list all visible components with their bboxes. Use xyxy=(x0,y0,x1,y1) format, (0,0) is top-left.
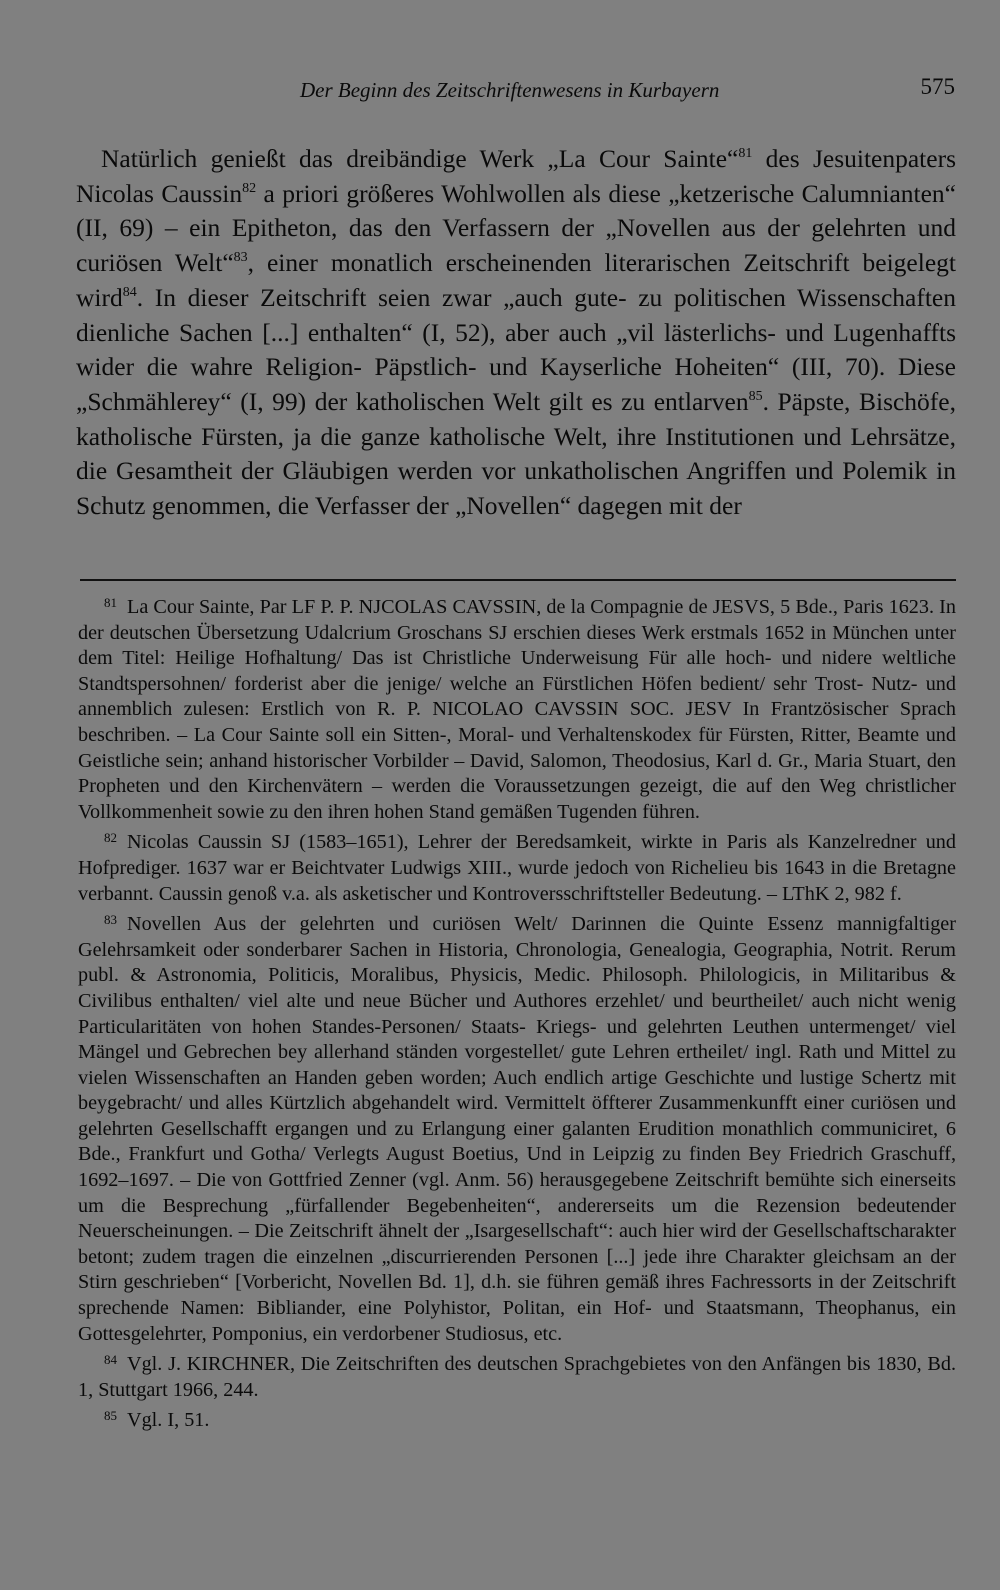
footnote-number: 81 xyxy=(104,595,117,610)
footnote-ref-83: 83 xyxy=(233,250,248,266)
footnote-81 xyxy=(78,590,956,825)
body-segment: . Päpste, Bischöfe, katholische Fürsten, ja die ganze katholische Welt, ihre Institutionen und Lehrsätze, die Gesamtheit der Gläubigen werden vor unkatholischen Angriffen und Polemik in Schutz genommen, die Verfasser der „Novellen“ dagegen mit der xyxy=(76,386,956,521)
page-number: 575 xyxy=(920,74,955,99)
footnote-number: 84 xyxy=(104,1352,117,1368)
footnote-text: Vgl. I, 51. xyxy=(127,1409,210,1432)
footnotes xyxy=(78,590,956,1434)
footnote-text: Vgl. J. KIRCHNER, Die Zeitschriften des deutschen Sprachgebietes von den Anfängen bis 1830, Bd. 1, Stuttgart 1966, 244. xyxy=(78,1353,956,1401)
body-segment: des Jesuitenpaters Nicolas Caussin xyxy=(76,144,956,208)
running-head xyxy=(0,74,1000,108)
footnote-number: 85 xyxy=(104,1408,117,1424)
footnote-number: 83 xyxy=(104,912,117,928)
footnote-number: 82 xyxy=(104,830,117,846)
footnote-text: Novellen Aus der gelehrten und curiösen Welt/ Darinnen die Quinte Essenz mannigfaltiger Gelehrsamkeit oder sonderbarer Sachen in Historia, Chronologia, Genealogia, Geographia, Notrit. Rerum publ. & Astronomia, Politicis, Moralibus, Physicis, Medic. Philosoph. Philologicis, in Militaribus & Civilibus enthalten/ viel alte und neue Bücher und Authores erzehlet/ und beurtheilet/ auch nicht wenig Particularitäten von hohen Standes-Personen/ Staats- Kriegs- und gelehrten Leuthen untermenget/ viel Mängel und Gebrechen bey allerhand ständen vorgestellet/ gute Lehren ertheilet/ ingl. Rath und Mittel zu vielen Wissenschaften an Handen geben worden; Auch endlich artige Geschichte und lustige Schertz mit beygebracht/ und alles Kürtzlich abgehandelt wird. Vermittelt öffterer Zusammenkunfft einer curiösen und gelehrten Gesellschafft ergangen und zu Erlangung einer galanten Erudition monathlich communiciret, 6 Bde., Frankfurt und Gotha/ Verlegts August Boetius, Und in Leipzig zu finden Bey Friedrich Graschuff, 1692–1697. – Die von Gottfried Zenner (vgl. Anm. 56) herausgegebene Zeitschrift bemühte sich einerseits um die Besprechung „fürfallender Begebenheiten“, andererseits um die Rezension bedeutender Neuerscheinungen. – Die Zeitschrift ähnelt der „Isargesellschaft“: auch hier wird der Gesellschaftscharakter betont; zudem tragen die einzelnen „discurrierenden Personen [...] jede ihre Charakter gleichsam an der Stirn geschrieben“ [Vorbericht, Novellen Bd. 1], d.h. sie führen gemäß ihres Fachressorts in der Zeitschrift sprechende Namen: Bibliander, eine Polyhistor, Politan, ein Hof- und Staatsmann, Theophanus, ein Gottesgelehrter, Pomponius, ein verdorbener Studiosus, etc. xyxy=(78,913,956,1345)
footnote-text: La Cour Sainte, Par LF P. P. NJCOLAS CAVSSIN, de la Compagnie de JESVS, 5 Bde., Paris 1623. In der deutschen Übersetzung Udalcrium Groschans SJ erschien dieses Werk erstmals 1652 in München unter dem Titel: Heilige Hofhaltung/ Das ist Christliche Underweisung Für alle hoch- und nidere weltliche Standtspersohnen/ forderist aber die jenige/ welche an Fürstlichen Höfen bedient/ sehr Trost- Nutz- und annemblich zulesen: Erstlich von R. P. NICOLAO CAVSSIN SOC. JESV In Frantzösischer Sprach beschriben. – La Cour Sainte soll ein Sitten-, Moral- und Verhaltenskodex für Fürsten, Ritter, Beamte und Geistliche sein; anhand historischer Vorbilder – David, Salomon, Theodosius, Karl d. Gr., Maria Stuart, den Propheten und den Kirchenvätern – werden die Voraussetzungen gezeigt, die auf den Weg christlicher Vollkommenheit sowie zu den ihren hohen Stand gemäßen Tugenden führen. xyxy=(78,596,956,823)
footnote-ref-84: 84 xyxy=(122,284,137,300)
footnote-separator xyxy=(80,579,956,581)
footnote-85 xyxy=(78,1403,956,1434)
footnote-ref-82: 82 xyxy=(242,180,257,196)
body-segment: . In dieser Zeitschrift seien zwar „auch gute- zu politischen Wissenschaften dienliche Sachen [...] enthalten“ (I, 52), aber auch „vil lästerlichs- und Lugenhaffts wider die wahre Religion- Päpstlich- und Kayserliche Hoheiten“ (III, 70). Diese „Schmählerey“ (I, 99) der katholischen Welt gilt es zu entlarven xyxy=(76,282,956,416)
main-text xyxy=(76,142,956,524)
footnote-84 xyxy=(78,1347,956,1403)
footnote-ref-81: 81 xyxy=(738,146,753,161)
body-segment: a priori größeres Wohlwollen als diese „ketzerische Calumnianten“ (II, 69) – ein Epitheton, das den Verfassern der „Novellen aus der gelehrten und curiösen Welt“ xyxy=(76,178,956,278)
footnote-text: Nicolas Caussin SJ (1583–1651), Lehrer der Beredsamkeit, wirkte in Paris als Kanzelredner und Hofprediger. 1637 war er Beichtvater Ludwigs XIII., wurde jedoch von Richelieu bis 1643 in die Bretagne verbannt. Caussin genoß v.a. als asketischer und Kontroversschriftsteller Bedeutung. – LThK 2, 982 f. xyxy=(78,831,956,905)
body-segment: Natürlich genießt das dreibändige Werk „La Cour Sainte“ xyxy=(101,144,739,173)
footnote-ref-85: 85 xyxy=(748,388,763,404)
footnote-83 xyxy=(78,907,956,1347)
body-paragraph xyxy=(76,142,956,524)
body-segment: , einer monatlich erscheinenden literarischen Zeitschrift beigelegt wird xyxy=(76,248,956,312)
footnote-82 xyxy=(78,825,956,907)
running-head-title: Der Beginn des Zeitschriftenwesens in Kurbayern xyxy=(300,78,720,102)
